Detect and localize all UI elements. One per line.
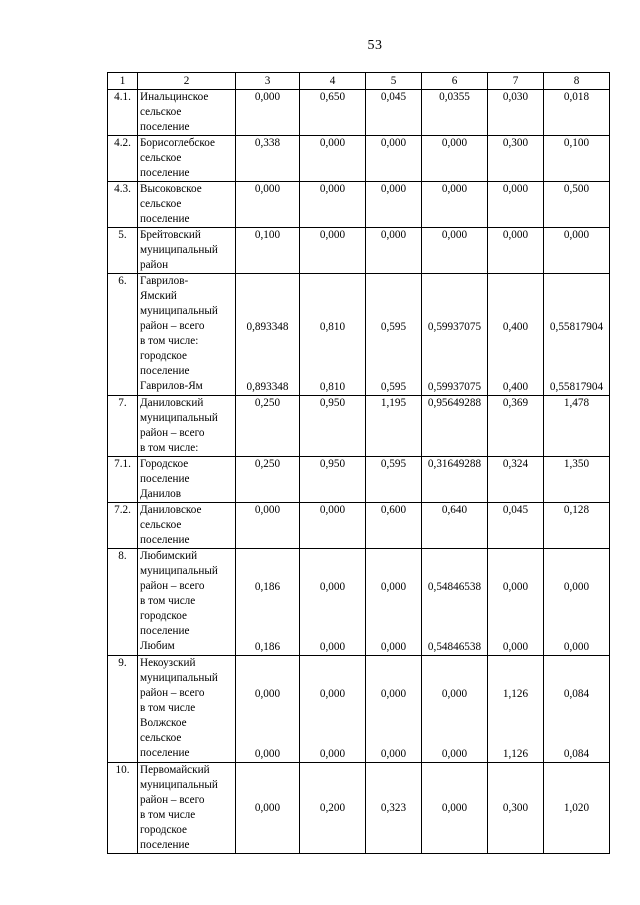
territory-name-line: городское [140,350,187,362]
value-cell: 0,300 [488,136,544,182]
territory-name [138,274,236,396]
total-value: 0,810 [319,321,346,333]
value-cell: 0,000 [236,182,300,228]
territory-name [138,228,236,274]
value-cell: 0,100 [544,136,610,182]
territory-name [138,182,236,228]
sub-value: 0,400 [502,381,529,393]
table-row [108,549,610,656]
territory-name-line: Некоузский [140,657,196,669]
sub-value: 1,126 [502,748,529,760]
territory-name-line: городское [140,610,187,622]
sub-value: 0,000 [441,748,468,760]
total-value: 0,000 [254,688,281,700]
total-value: 0,55817904 [549,321,604,333]
row-number: 4.2. [108,136,138,182]
value-cell: 0,595 [366,457,422,503]
territory-name-line: сельское [140,106,182,118]
row-number: 4.1. [108,90,138,136]
value-cell: 0,000 [422,136,488,182]
territory-name-line: поселение [140,365,190,377]
territory-name [138,656,236,763]
territory-name-line: муниципальный [140,672,218,684]
column-header: 5 [366,73,422,90]
value-cell: 0,650 [300,90,366,136]
territory-name-line: Данилов [140,488,182,500]
territory-name-line: муниципальный [140,244,218,256]
territory-name-line: городское [140,824,187,836]
total-value: 0,000 [441,688,468,700]
data-table [107,72,610,854]
table-row [108,457,610,503]
value-cell: 0,324 [488,457,544,503]
value-cell [544,274,610,396]
territory-name-line: сельское [140,152,182,164]
territory-name-line: Даниловское [140,504,202,516]
territory-name-line: Брейтовский [140,229,201,241]
territory-name-line: Городское [140,458,189,470]
territory-name-line: в том числе [140,595,196,607]
value-cell [544,549,610,656]
value-cell [488,274,544,396]
total-value: 1,126 [502,688,529,700]
value-cell: 0,300 [488,763,544,854]
value-cell: 0,018 [544,90,610,136]
row-number: 6. [108,274,138,396]
row-number: 5. [108,228,138,274]
territory-name [138,503,236,549]
row-number: 7.2. [108,503,138,549]
territory-name-line: поселение [140,625,190,637]
value-cell: 0,000 [422,228,488,274]
territory-name-line: муниципальный [140,412,218,424]
territory-name-line: Борисоглебское [140,137,215,149]
value-cell: 0,950 [300,457,366,503]
sub-value: 0,000 [502,641,529,653]
table-row [108,656,610,763]
sub-value: 0,893348 [246,381,289,393]
value-cell: 0,000 [300,228,366,274]
value-cell: 0,000 [544,228,610,274]
table-row [108,90,610,136]
value-cell: 0,338 [236,136,300,182]
total-value: 0,000 [563,581,590,593]
value-cell [366,549,422,656]
sub-value: 0,186 [254,641,281,653]
table-row [108,182,610,228]
territory-name-line: поселение [140,747,190,759]
sub-value: 0,000 [380,641,407,653]
value-cell: 0,100 [236,228,300,274]
row-number: 9. [108,656,138,763]
value-cell: 0,000 [366,182,422,228]
table-row [108,274,610,396]
value-cell: 0,250 [236,457,300,503]
value-cell: 0,030 [488,90,544,136]
row-number: 8. [108,549,138,656]
value-cell: 0,95649288 [422,396,488,457]
sub-value: 0,000 [380,748,407,760]
sub-value: 0,810 [319,381,346,393]
value-cell [300,656,366,763]
territory-name-line: поселение [140,839,190,851]
table-row [108,396,610,457]
territory-name [138,90,236,136]
territory-name-line: Первомайский [140,764,210,776]
territory-name-line: Даниловский [140,397,204,409]
column-header: 4 [300,73,366,90]
column-header: 1 [108,73,138,90]
value-cell: 0,000 [300,136,366,182]
total-value: 0,084 [563,688,590,700]
territory-name [138,136,236,182]
territory-name-line: Любим [140,640,175,652]
value-cell: 1,350 [544,457,610,503]
value-cell: 1,020 [544,763,610,854]
total-value: 0,000 [319,688,346,700]
territory-name-line: поселение [140,167,190,179]
value-cell: 0,31649288 [422,457,488,503]
territory-name-line: сельское [140,198,182,210]
value-cell [544,656,610,763]
table-row [108,136,610,182]
value-cell: 0,200 [300,763,366,854]
value-cell: 0,000 [300,182,366,228]
row-number: 7.1. [108,457,138,503]
territory-name [138,457,236,503]
value-cell [422,549,488,656]
value-cell: 0,000 [488,228,544,274]
value-cell: 0,950 [300,396,366,457]
value-cell: 0,128 [544,503,610,549]
total-value: 0,595 [380,321,407,333]
column-header: 2 [138,73,236,90]
territory-name-line: Ямский [140,290,177,302]
value-cell [422,656,488,763]
total-value: 0,000 [380,581,407,593]
territory-name-line: поселение [140,213,190,225]
total-value: 0,893348 [246,321,289,333]
territory-name-line: сельское [140,732,182,744]
total-value: 0,400 [502,321,529,333]
sub-value: 0,54846538 [427,641,482,653]
value-cell [236,549,300,656]
value-cell [300,549,366,656]
header-row [108,73,610,90]
territory-name-line: муниципальный [140,305,218,317]
territory-name-line: Любимский [140,550,198,562]
row-number: 10. [108,763,138,854]
value-cell: 0,000 [422,763,488,854]
value-cell: 0,000 [236,763,300,854]
column-header: 3 [236,73,300,90]
table-row [108,228,610,274]
total-value: 0,186 [254,581,281,593]
value-cell [236,656,300,763]
territory-name-line: район – всего [140,427,205,439]
total-value: 0,000 [380,688,407,700]
sub-value: 0,084 [563,748,590,760]
territory-name-line: в том числе: [140,335,199,347]
table-row [108,503,610,549]
column-header: 6 [422,73,488,90]
territory-name-line: район – всего [140,794,205,806]
value-cell: 0,000 [300,503,366,549]
territory-name-line: муниципальный [140,565,218,577]
column-header: 8 [544,73,610,90]
territory-name-line: Инальцинское [140,91,209,103]
value-cell: 1,195 [366,396,422,457]
value-cell: 1,478 [544,396,610,457]
row-number: 4.3. [108,182,138,228]
value-cell: 0,000 [366,136,422,182]
total-value: 0,000 [319,581,346,593]
value-cell [422,274,488,396]
value-cell [236,274,300,396]
value-cell: 0,600 [366,503,422,549]
table-row [108,763,610,854]
sub-value: 0,000 [319,641,346,653]
territory-name-line: район – всего [140,580,205,592]
territory-name-line: Гаврилов-Ям [140,380,203,392]
value-cell: 0,323 [366,763,422,854]
value-cell: 0,000 [236,90,300,136]
territory-name-line: поселение [140,534,190,546]
sub-value: 0,000 [319,748,346,760]
value-cell: 0,045 [366,90,422,136]
territory-name-line: Волжское [140,717,187,729]
value-cell: 0,0355 [422,90,488,136]
value-cell [366,656,422,763]
total-value: 0,54846538 [427,581,482,593]
value-cell [488,549,544,656]
territory-name [138,763,236,854]
row-number: 7. [108,396,138,457]
territory-name-line: поселение [140,121,190,133]
sub-value: 0,000 [254,748,281,760]
value-cell: 0,000 [422,182,488,228]
territory-name-line: район [140,259,169,271]
value-cell: 0,000 [236,503,300,549]
territory-name-line: район – всего [140,687,205,699]
value-cell: 0,000 [366,228,422,274]
page-number: 53 [367,38,383,53]
value-cell [300,274,366,396]
territory-name-line: сельское [140,519,182,531]
value-cell: 0,045 [488,503,544,549]
territory-name-line: в том числе [140,702,196,714]
territory-name [138,396,236,457]
value-cell: 0,640 [422,503,488,549]
value-cell [488,656,544,763]
territory-name [138,549,236,656]
territory-name-line: поселение [140,473,190,485]
sub-value: 0,595 [380,381,407,393]
value-cell [366,274,422,396]
column-header: 7 [488,73,544,90]
territory-name-line: Гаврилов- [140,275,189,287]
territory-name-line: Высоковское [140,183,202,195]
territory-name-line: муниципальный [140,779,218,791]
table-body [108,90,610,854]
territory-name-line: в том числе [140,809,196,821]
sub-value: 0,59937075 [427,381,482,393]
total-value: 0,59937075 [427,321,482,333]
territory-name-line: район – всего [140,320,205,332]
value-cell: 0,369 [488,396,544,457]
territory-name-line: в том числе: [140,442,199,454]
sub-value: 0,000 [563,641,590,653]
sub-value: 0,55817904 [549,381,604,393]
value-cell: 0,250 [236,396,300,457]
value-cell: 0,500 [544,182,610,228]
total-value: 0,000 [502,581,529,593]
value-cell: 0,000 [488,182,544,228]
